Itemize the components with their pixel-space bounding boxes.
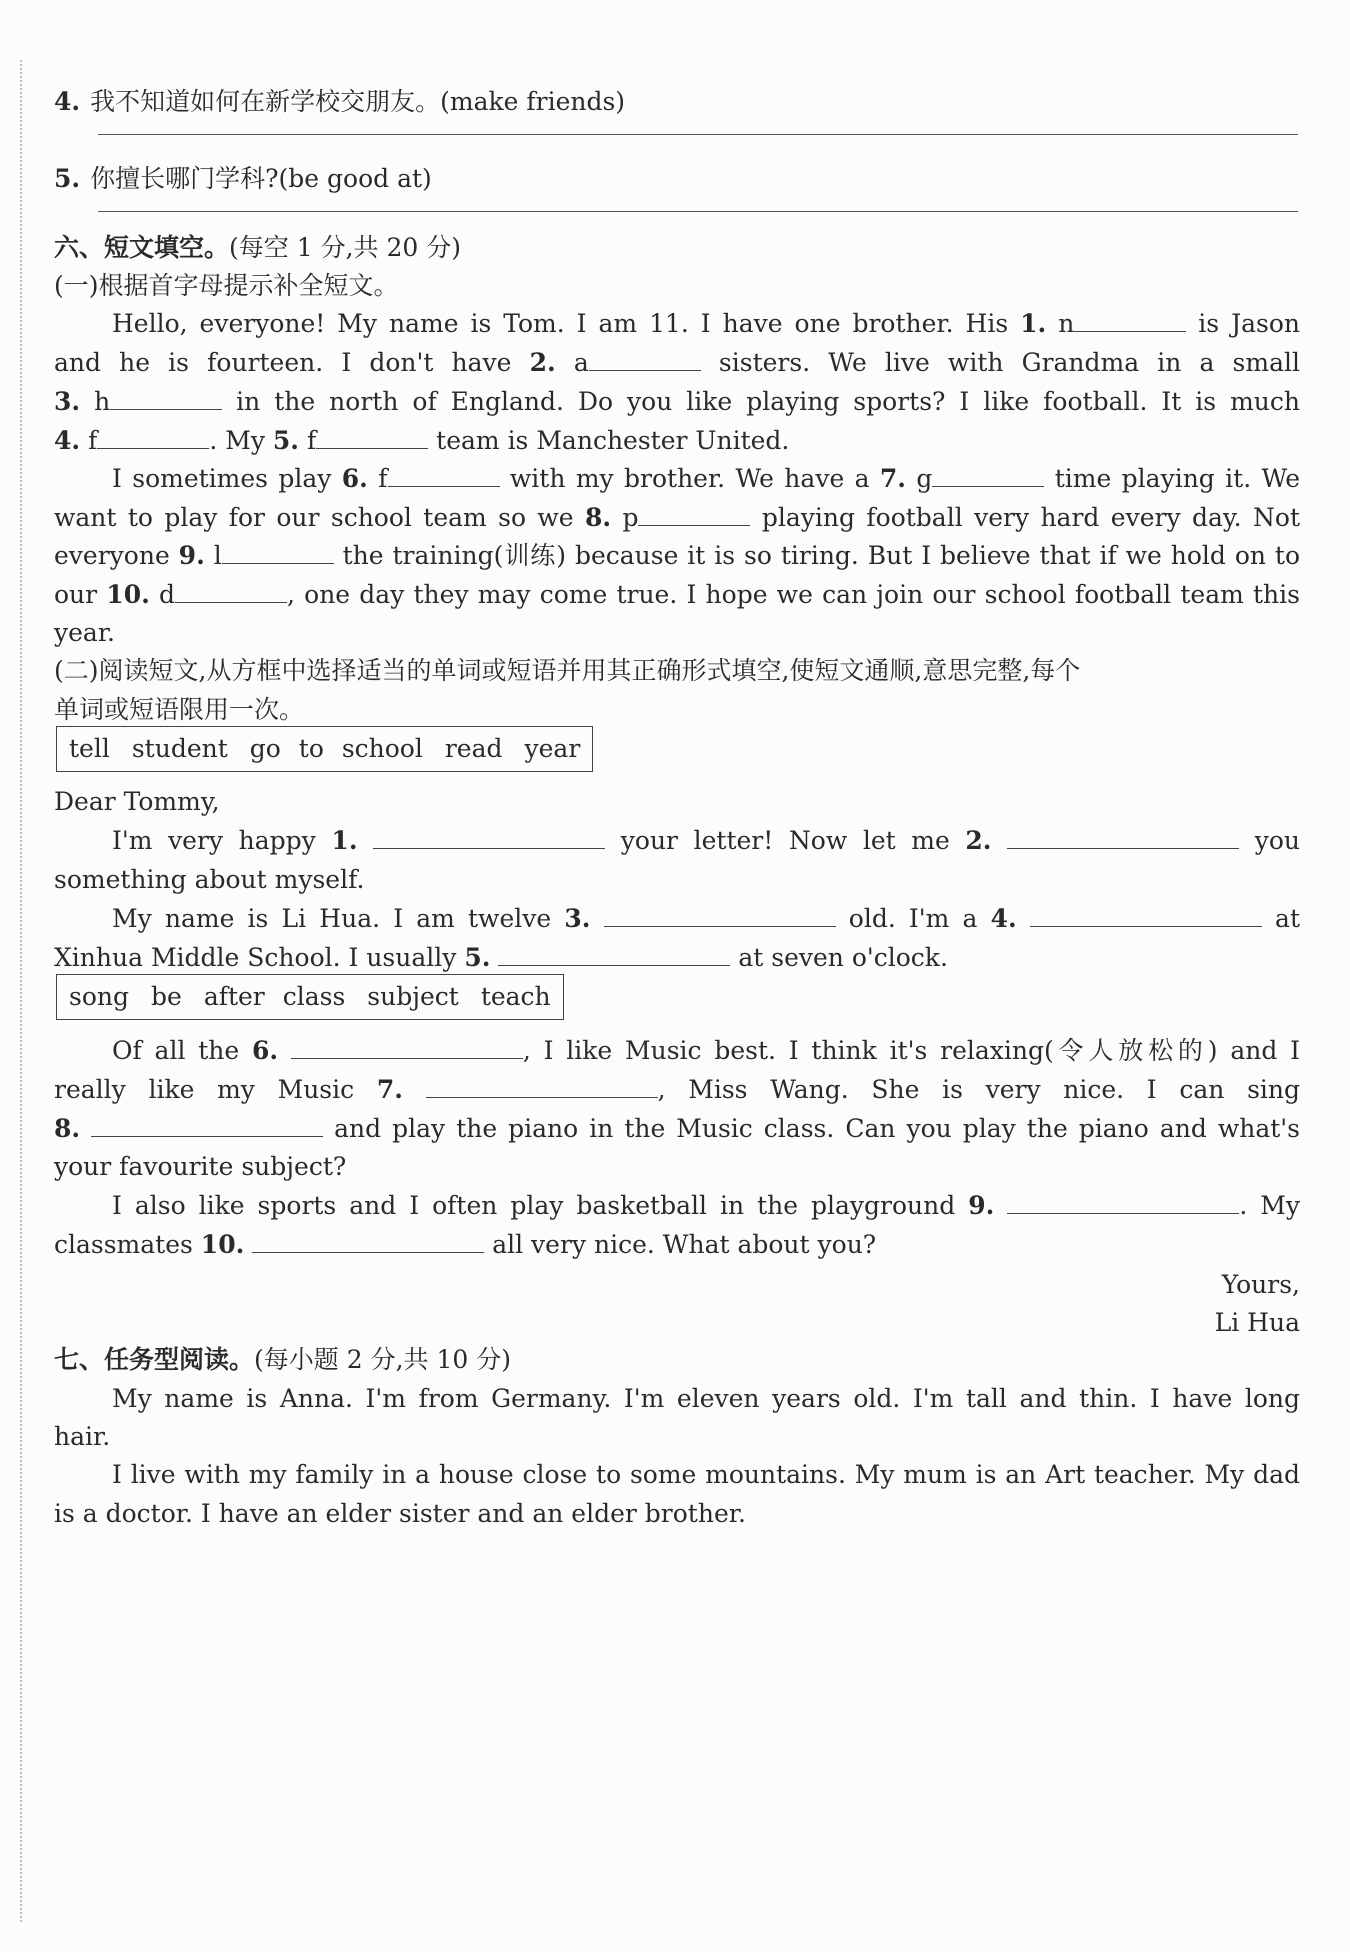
passage-1-line: Hello, everyone! My name is Tom. I am 11. I have one brother. His 1. n is Jason bbox=[54, 300, 1300, 348]
word-box-2 bbox=[56, 974, 564, 1020]
part-2-instruction: (二)阅读短文,从方框中选择适当的单词或短语并用其正确形式填空,使短文通顺,意思完整,每个 bbox=[54, 656, 1081, 685]
letter-line: I also like sports and I often play basketball in the playground 9. . My bbox=[54, 1182, 1300, 1230]
blank-6[interactable] bbox=[291, 1032, 523, 1059]
part-2-instruction: 单词或短语限用一次。 bbox=[54, 695, 305, 724]
word-option: song bbox=[69, 982, 129, 1011]
letter-greeting: Dear Tommy, bbox=[54, 787, 220, 816]
question-4-text: 我不知道如何在新学校交朋友。(make friends) bbox=[90, 87, 626, 116]
blank-7[interactable] bbox=[426, 1071, 658, 1098]
letter-line: Of all the 6. , I like Music best. I think it's relaxing(令人放松的) and I bbox=[54, 1027, 1300, 1075]
blank-10[interactable] bbox=[252, 1226, 484, 1253]
answer-line-5[interactable] bbox=[98, 211, 1298, 212]
word-option: tell bbox=[69, 734, 110, 763]
blank-2[interactable] bbox=[1007, 822, 1239, 849]
word-option: go to school bbox=[249, 734, 423, 763]
blank-5[interactable] bbox=[316, 422, 428, 449]
letter-line: classmates 10. all very nice. What about you? bbox=[54, 1221, 1300, 1269]
word-box-1 bbox=[56, 726, 593, 772]
blank-4[interactable] bbox=[1030, 900, 1262, 927]
letter-line: really like my Music 7. , Miss Wang. She is very nice. I can sing bbox=[54, 1066, 1300, 1114]
blank-8[interactable] bbox=[638, 499, 750, 526]
blank-3[interactable] bbox=[604, 900, 836, 927]
reading-line: hair. bbox=[54, 1422, 111, 1451]
passage-1-line: and he is fourteen. I don't have 2. a sisters. We live with Grandma in a small bbox=[54, 339, 1300, 387]
question-5: 5. 你擅长哪门学科?(be good at) bbox=[54, 164, 432, 193]
blank-10[interactable] bbox=[175, 576, 287, 603]
passage-1-line: 3. h in the north of England. Do you like playing sports? I like football. It is much bbox=[54, 378, 1300, 426]
blank-9[interactable] bbox=[222, 537, 334, 564]
blank-2[interactable] bbox=[589, 344, 701, 371]
letter-line: Xinhua Middle School. I usually 5. at seven o'clock. bbox=[54, 934, 1300, 982]
letter-line: I'm very happy 1. your letter! Now let me 2. you bbox=[54, 817, 1300, 865]
letter-line: My name is Li Hua. I am twelve 3. old. I'm a 4. at bbox=[54, 895, 1300, 943]
blank-6[interactable] bbox=[388, 460, 500, 487]
answer-line-4[interactable] bbox=[98, 134, 1298, 135]
section-6-heading: 六、短文填空。(每空 1 分,共 20 分) bbox=[54, 233, 461, 262]
passage-1-line: want to play for our school team so we 8. p playing football very hard every day. Not bbox=[54, 494, 1300, 542]
passage-1-line: everyone 9. l the training(训练) because it is so tiring. But I believe that if we hold on to bbox=[54, 532, 1300, 580]
word-option: subject bbox=[367, 982, 459, 1011]
margin-dotted-rule bbox=[20, 60, 22, 1922]
question-4: 4. 我不知道如何在新学校交朋友。(make friends) bbox=[54, 87, 626, 116]
blank-1[interactable] bbox=[373, 822, 605, 849]
passage-1-line: our 10. d , one day they may come true. I hope we can join our school football team this bbox=[54, 571, 1300, 619]
reading-line: My name is Anna. I'm from Germany. I'm eleven years old. I'm tall and thin. I have long bbox=[112, 1384, 1300, 1413]
blank-1[interactable] bbox=[1074, 305, 1186, 332]
blank-9[interactable] bbox=[1007, 1187, 1239, 1214]
letter-closing: Yours, bbox=[1221, 1270, 1300, 1299]
section-7-heading: 七、任务型阅读。(每小题 2 分,共 10 分) bbox=[54, 1345, 511, 1374]
word-option: read bbox=[444, 734, 503, 763]
word-option: year bbox=[524, 734, 581, 763]
letter-line: your favourite subject? bbox=[54, 1152, 347, 1181]
word-option: teach bbox=[480, 982, 551, 1011]
blank-3[interactable] bbox=[110, 383, 222, 410]
question-5-text: 你擅长哪门学科?(be good at) bbox=[90, 164, 432, 193]
letter-signature: Li Hua bbox=[1214, 1308, 1300, 1337]
word-option: be bbox=[151, 982, 182, 1011]
blank-7[interactable] bbox=[932, 460, 1044, 487]
blank-4[interactable] bbox=[97, 422, 209, 449]
word-option: student bbox=[131, 734, 228, 763]
passage-1-line: I sometimes play 6. f with my brother. We have a 7. g time playing it. We bbox=[54, 455, 1300, 503]
blank-8[interactable] bbox=[91, 1110, 323, 1137]
reading-line: I live with my family in a house close to some mountains. My mum is an Art teacher. My dad bbox=[112, 1460, 1300, 1489]
passage-1-line: year. bbox=[54, 618, 115, 647]
part-1-instruction: (一)根据首字母提示补全短文。 bbox=[54, 271, 399, 300]
passage-1-line: 4. f . My 5. f team is Manchester United. bbox=[54, 417, 1300, 465]
reading-line: is a doctor. I have an elder sister and an elder brother. bbox=[54, 1499, 746, 1528]
letter-line: 8. and play the piano in the Music class. Can you play the piano and what's bbox=[54, 1105, 1300, 1153]
word-option: after class bbox=[203, 982, 346, 1011]
letter-line: something about myself. bbox=[54, 865, 365, 894]
blank-5[interactable] bbox=[498, 939, 730, 966]
